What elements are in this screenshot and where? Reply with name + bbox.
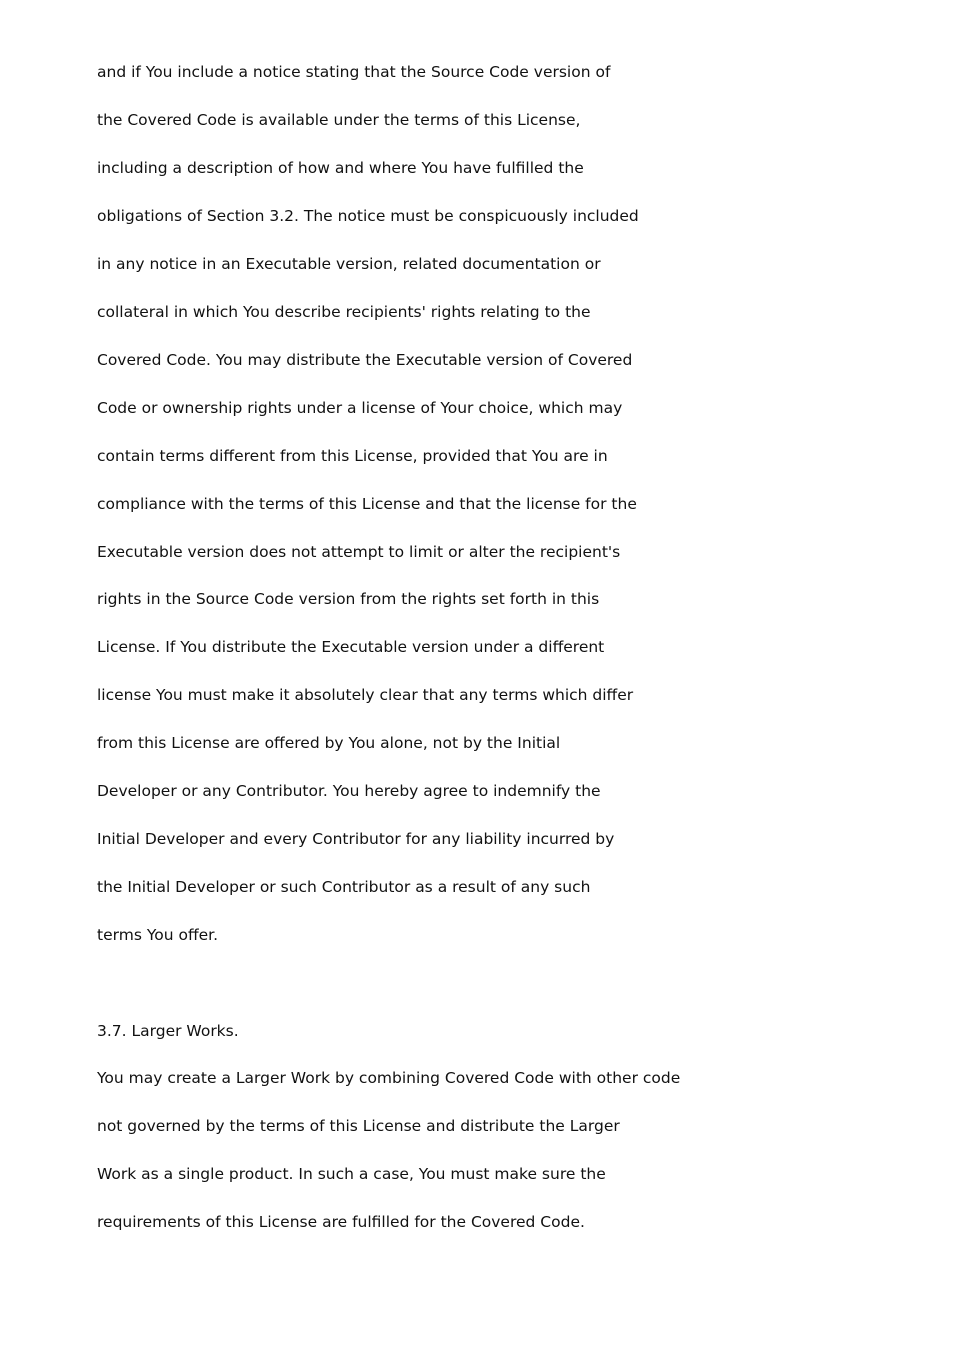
- paragraph-line: Work as a single product. In such a case, You must make sure the: [97, 1165, 606, 1183]
- paragraph-line: the Initial Developer or such Contributor as a result of any such: [97, 878, 591, 896]
- paragraph-line: in any notice in an Executable version, related documentation or: [97, 255, 601, 273]
- paragraph-line: including a description of how and where You have fulfilled the: [97, 159, 584, 177]
- paragraph-line: not governed by the terms of this License and distribute the Larger: [97, 1117, 620, 1135]
- paragraph-line: contain terms different from this License, provided that You are in: [97, 447, 608, 465]
- paragraph-line: license You must make it absolutely clear that any terms which differ: [97, 686, 634, 704]
- paragraph-line: rights in the Source Code version from the rights set forth in this: [97, 590, 600, 608]
- paragraph-line: and if You include a notice stating that the Source Code version of: [97, 63, 611, 81]
- paragraph-line: Initial Developer and every Contributor for any liability incurred by: [97, 830, 615, 848]
- paragraph-line: Developer or any Contributor. You hereby agree to indemnify the: [97, 782, 601, 800]
- paragraph-line: the Covered Code is available under the terms of this License,: [97, 111, 581, 129]
- paragraph-line: compliance with the terms of this License and that the license for the: [97, 495, 637, 513]
- paragraph-line: License. If You distribute the Executable version under a different: [97, 638, 605, 656]
- paragraph-line: Covered Code. You may distribute the Executable version of Covered: [97, 351, 633, 369]
- paragraph-line: obligations of Section 3.2. The notice must be conspicuously included: [97, 207, 639, 225]
- paragraph-line: Code or ownership rights under a license of Your choice, which may: [97, 399, 623, 417]
- paragraph-line: requirements of this License are fulfilled for the Covered Code.: [97, 1213, 585, 1231]
- paragraph-line: from this License are offered by You alone, not by the Initial: [97, 734, 561, 752]
- paragraph-line: You may create a Larger Work by combining Covered Code with other code: [97, 1069, 681, 1087]
- paragraph-line: collateral in which You describe recipients' rights relating to the: [97, 303, 591, 321]
- paragraph-line: Executable version does not attempt to limit or alter the recipient's: [97, 543, 621, 561]
- paragraph-line: terms You offer.: [97, 926, 219, 944]
- section-heading: 3.7. Larger Works.: [97, 1022, 239, 1040]
